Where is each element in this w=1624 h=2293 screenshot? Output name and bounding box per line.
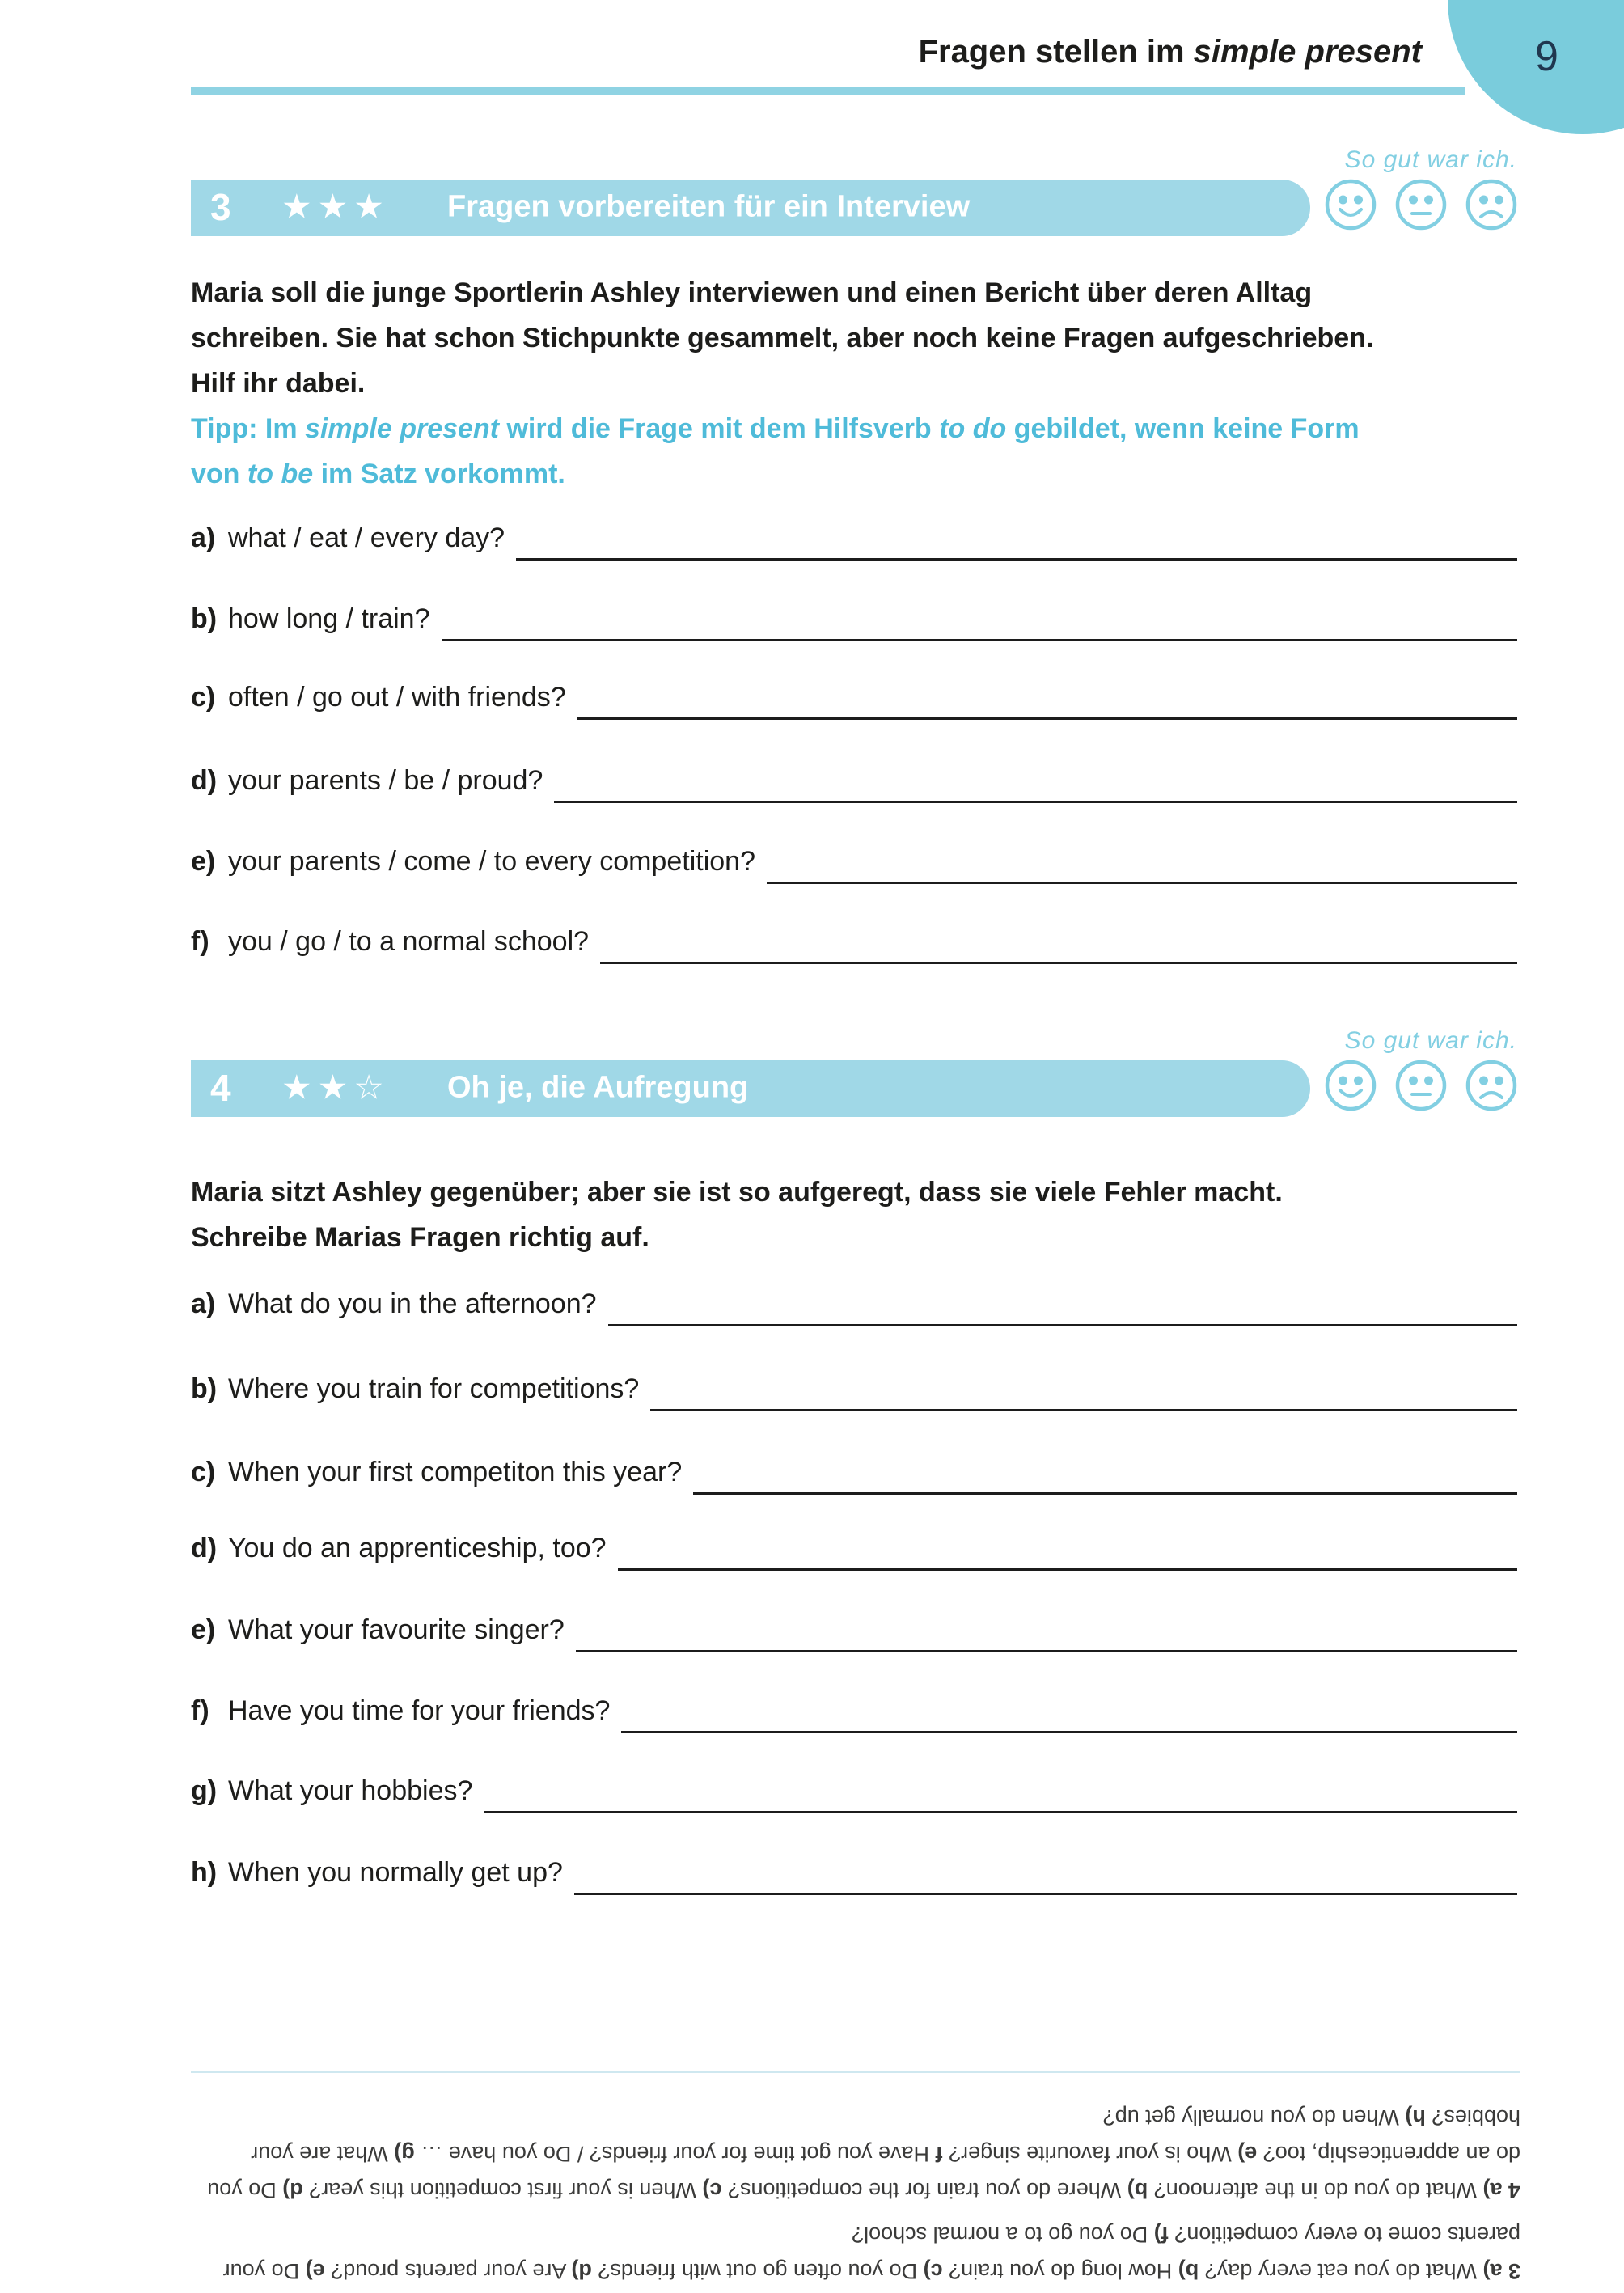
happy-smiley-icon — [1325, 1060, 1377, 1111]
instruction-line: Maria soll die junge Sportlerin Ashley interviewen und einen Bericht über deren Alltag — [191, 277, 1313, 308]
question-prompt: you / go / to a normal school? — [228, 926, 590, 957]
question-row-4h — [191, 1856, 1517, 1895]
question-prompt: What your favourite singer? — [228, 1614, 565, 1645]
question-row-3e — [191, 845, 1517, 884]
instruction-line: Schreibe Marias Fragen richtig auf. — [191, 1222, 649, 1253]
instruction-line: schreiben. Sie hat schon Stichpunkte gesammelt, aber noch keine Fragen aufgeschrieben. — [191, 323, 1374, 353]
answer-blank-line — [767, 843, 1517, 884]
smiley-rating-row — [1313, 1060, 1517, 1111]
question-prompt: You do an apprenticeship, too? — [228, 1533, 607, 1563]
exercise3-difficulty-stars-icon: ★★★ — [281, 187, 390, 226]
question-row-4b — [191, 1373, 1517, 1411]
answer-blank-line — [608, 1285, 1517, 1326]
sad-smiley-icon — [1465, 179, 1517, 231]
question-letter: f) — [191, 1695, 209, 1726]
instruction-line: Hilf ihr dabei. — [191, 368, 366, 399]
exercise4-feedback — [1313, 1027, 1517, 1111]
header-divider — [191, 87, 1465, 95]
exercise4-number: 4 — [210, 1066, 231, 1109]
feedback-label: So gut war ich. — [1344, 1027, 1517, 1054]
instruction-line: Maria sitzt Ashley gegenüber; aber sie ist so aufgeregt, dass sie viele Fehler macht. — [191, 1177, 1283, 1208]
sad-smiley-icon — [1465, 1060, 1517, 1111]
question-letter: c) — [191, 1457, 216, 1487]
page-number: 9 — [1535, 33, 1558, 80]
question-row-3d — [191, 764, 1517, 803]
question-row-4d — [191, 1532, 1517, 1571]
question-row-4f — [191, 1694, 1517, 1733]
question-prompt: What do you in the afternoon? — [228, 1288, 597, 1319]
exercise4-title: Oh je, die Aufregung — [447, 1070, 749, 1105]
question-letter: d) — [191, 765, 218, 796]
question-letter: f) — [191, 926, 209, 957]
answer-blank-line — [618, 1529, 1517, 1571]
question-letter: a) — [191, 522, 216, 553]
answer-key-divider — [191, 2071, 1520, 2073]
tip-line: Tipp: Im simple present wird die Frage mit dem Hilfsverb to do gebildet, wenn keine Form — [191, 413, 1360, 444]
question-row-4g — [191, 1775, 1517, 1813]
question-letter: e) — [191, 846, 216, 877]
question-prompt: what / eat / every day? — [228, 522, 505, 553]
exercise3-header-bar — [191, 180, 1310, 236]
happy-smiley-icon — [1325, 179, 1377, 231]
question-letter: b) — [191, 1373, 218, 1404]
answer-key-upside-down — [191, 2091, 1520, 2289]
question-letter: b) — [191, 603, 218, 634]
question-prompt: Have you time for your friends? — [228, 1695, 611, 1726]
question-letter: h) — [191, 1857, 218, 1888]
exercise3-title: Fragen vorbereiten für ein Interview — [447, 189, 971, 224]
answer-blank-line — [577, 679, 1517, 720]
exercise4-header-bar — [191, 1060, 1310, 1117]
answer-blank-line — [442, 600, 1518, 641]
question-prompt: your parents / come / to every competition? — [228, 846, 755, 877]
question-prompt: When your first competiton this year? — [228, 1457, 683, 1487]
answer-key-exercise4: 4 a) What do you do in the afternoon? b) Where do you train for the competitions? c) When is your first competition this year? d) Do you do an apprenticeship, too? e) Who is your favourite singer? f Have you got time for your friends? / Do you have … g) What are your hobbies? h) When do you normally get up? — [207, 2105, 1520, 2202]
question-row-3c — [191, 681, 1517, 720]
answer-blank-line — [621, 1692, 1517, 1733]
answer-blank-line — [484, 1772, 1517, 1813]
answer-key-exercise3: 3 a) What do you eat every day? b) How long do you train? c) Do you often go out with friends? d) Are your parents proud? e) Do your parents come to every competition? f) Do you go to a normal school? — [222, 2223, 1520, 2283]
question-letter: g) — [191, 1775, 218, 1806]
exercise4-difficulty-stars-icon: ★★☆ — [281, 1068, 390, 1106]
smiley-rating-row — [1313, 179, 1517, 231]
question-letter: c) — [191, 682, 216, 713]
answer-blank-line — [516, 519, 1517, 561]
answer-blank-line — [574, 1854, 1517, 1895]
answer-blank-line — [576, 1611, 1517, 1652]
answer-blank-line — [600, 923, 1517, 964]
question-row-3b — [191, 603, 1517, 641]
exercise3-instructions — [191, 270, 1520, 497]
question-prompt: What your hobbies? — [228, 1775, 473, 1806]
question-prompt: When you normally get up? — [228, 1857, 563, 1888]
answer-blank-line — [693, 1453, 1517, 1495]
question-row-3f — [191, 925, 1517, 964]
exercise4-instructions — [191, 1170, 1520, 1260]
question-prompt: often / go out / with friends? — [228, 682, 566, 713]
exercise3-feedback — [1313, 146, 1517, 231]
page-number-badge — [1448, 0, 1624, 134]
tip-line: von to be im Satz vorkommt. — [191, 459, 565, 489]
question-row-3a — [191, 522, 1517, 561]
answer-blank-line — [650, 1370, 1517, 1411]
answer-blank-line — [554, 762, 1517, 803]
neutral-smiley-icon — [1395, 1060, 1447, 1111]
feedback-label: So gut war ich. — [1344, 146, 1517, 173]
exercise3-number: 3 — [210, 185, 231, 228]
question-letter: e) — [191, 1614, 216, 1645]
question-prompt: how long / train? — [228, 603, 430, 634]
page-title: Fragen stellen im simple present — [918, 34, 1422, 70]
question-letter: a) — [191, 1288, 216, 1319]
question-row-4e — [191, 1614, 1517, 1652]
neutral-smiley-icon — [1395, 179, 1447, 231]
question-row-4a — [191, 1288, 1517, 1326]
question-prompt: your parents / be / proud? — [228, 765, 543, 796]
question-row-4c — [191, 1456, 1517, 1495]
question-letter: d) — [191, 1533, 218, 1563]
question-prompt: Where you train for competitions? — [228, 1373, 640, 1404]
